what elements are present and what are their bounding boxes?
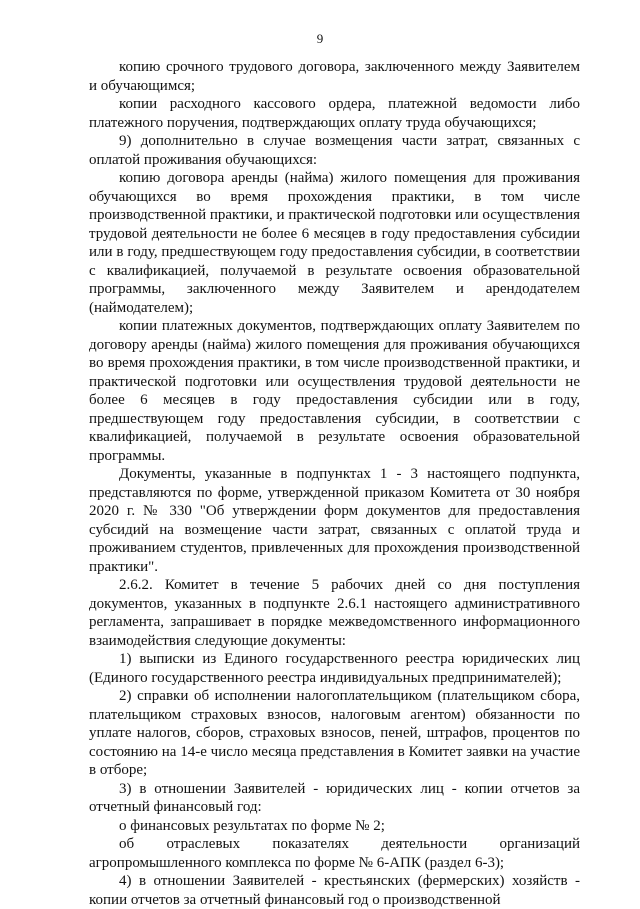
paragraph-item-9: 9) дополнительно в случае возмещения части затрат, связанных с оплатой проживания обучающихся: [89, 133, 580, 168]
paragraph-copy-payment-documents: копии платежных документов, подтверждающих оплату Заявителем по договору аренды (найма) жилого помещения для проживания обучающихся во время прохождения практики, в том числе производственной практики, и практической подготовки или осуществления трудовой деятельности не более 6 месяцев в году предоставления субсидии или в году, предшествующем году предоставления субсидии, в соответствии с квалификацией, получаемой в результате освоения образовательной программы. [89, 318, 580, 464]
paragraph-copy-lease-agreement: копию договора аренды (найма) жилого помещения для проживания обучающихся во время прохождения практики, в том числе производственной практики, и практической подготовки или осуществления трудовой деятельности не более 6 месяцев в году предоставления субсидии или в году, предшествующем году предоставления субсидии, в соответствии с квалификацией, получаемой в результате освоения образовательной программы, заключенного между Заявителем и арендодателем (наймодателем); [89, 170, 580, 316]
paragraph-2-6-2: 2.6.2. Комитет в течение 5 рабочих дней со дня поступления документов, указанных в подпункте 2.6.1 настоящего административного регламента, запрашивает в порядке межведомственного информационного взаимодействия следующие документы: [89, 577, 580, 649]
paragraph-form-6-apk: об отраслевых показателях деятельности организаций агропромышленного комплекса по форме № 6-АПК (раздел 6-3); [89, 836, 580, 871]
document-body [89, 58, 580, 909]
paragraph-documents-form: Документы, указанные в подпунктах 1 - 3 настоящего подпункта, представляются по форме, утвержденной приказом Комитета от 30 ноября 2020 г. № 330 "Об утверждении форм документов для предоставления субсидий на возмещение части затрат, связанных с оплатой труда и проживанием студентов, привлеченных для прохождения производственной практики". [89, 466, 580, 575]
paragraph-form-2: о финансовых результатах по форме № 2; [119, 817, 385, 834]
paragraph-item-4: 4) в отношении Заявителей - крестьянских (фермерских) хозяйств - копии отчетов за отчетный финансовый год о производственной [89, 873, 580, 908]
paragraph-copy-cash-order: копии расходного кассового ордера, платежной ведомости либо платежного поручения, подтверждающих оплату труда обучающихся; [89, 96, 580, 131]
page-number: 9 [316, 31, 324, 46]
paragraph-copy-employment-contract: копию срочного трудового договора, заключенного между Заявителем и обучающимся; [89, 59, 580, 94]
paragraph-item-2: 2) справки об исполнении налогоплательщиком (плательщиком сбора, плательщиком страховых взносов, налоговым агентом) обязанности по уплате налогов, сборов, страховых взносов, пеней, штрафов, процентов по состоянию на 14-е число месяца представления в Комитет заявки на участие в отборе; [89, 688, 580, 778]
paragraph-item-1: 1) выписки из Единого государственного реестра юридических лиц (Единого государственного реестра индивидуальных предпринимателей); [89, 651, 580, 686]
paragraph-item-3: 3) в отношении Заявителей - юридических лиц - копии отчетов за отчетный финансовый год: [89, 780, 580, 815]
